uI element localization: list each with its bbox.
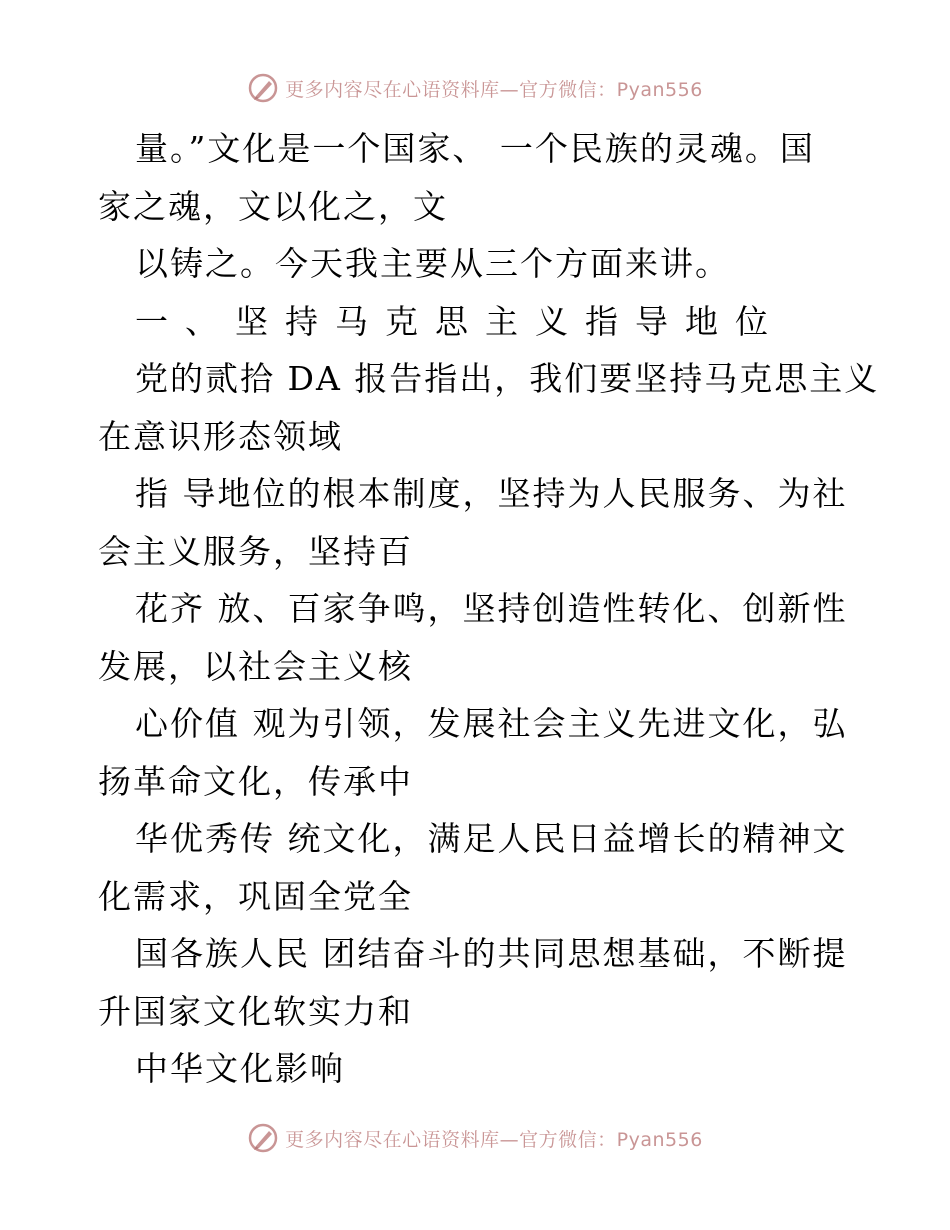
document-body bbox=[98, 120, 880, 1098]
body-line: 量。”文化是一个国家、 一个民族的灵魂。国 bbox=[135, 129, 815, 168]
header-watermark bbox=[0, 72, 950, 104]
body-line: 化需求，巩固全党全 bbox=[98, 876, 413, 916]
body-line: 发展，以社会主义核 bbox=[98, 646, 413, 686]
pen-logo-icon bbox=[247, 72, 279, 104]
body-line: 华优秀传 统文化，满足人民日益增长的精神文 bbox=[135, 819, 848, 858]
body-line: 党的贰拾 DA 报告指出，我们要坚持马克思主义 bbox=[135, 359, 880, 398]
body-line: 扬革命文化，传承中 bbox=[98, 761, 413, 801]
body-line: 中华文化影响 bbox=[135, 1049, 345, 1088]
footer-watermark bbox=[0, 1122, 950, 1154]
watermark-text: 更多内容尽在心语资料库—官方微信：Pyan556 bbox=[285, 78, 703, 101]
body-line: 心价值 观为引领，发展社会主义先进文化，弘 bbox=[135, 704, 848, 743]
body-line: 国各族人民 团结奋斗的共同思想基础，不断提 bbox=[135, 934, 848, 973]
section-heading: 一、坚持马克思主义指导地位 bbox=[135, 301, 785, 341]
body-line: 以铸之。今天我主要从三个方面来讲。 bbox=[135, 244, 730, 283]
body-line: 指 导地位的根本制度，坚持为人民服务、为社 bbox=[135, 474, 848, 513]
watermark-text: 更多内容尽在心语资料库—官方微信：Pyan556 bbox=[285, 1128, 703, 1151]
body-line: 会主义服务，坚持百 bbox=[98, 531, 413, 571]
pen-logo-icon bbox=[247, 1122, 279, 1154]
body-line: 家之魂，文以化之，文 bbox=[98, 186, 448, 226]
body-line: 花齐 放、百家争鸣，坚持创造性转化、创新性 bbox=[135, 589, 848, 628]
body-line: 在意识形态领域 bbox=[98, 416, 343, 456]
body-line: 升国家文化软实力和 bbox=[98, 991, 413, 1031]
